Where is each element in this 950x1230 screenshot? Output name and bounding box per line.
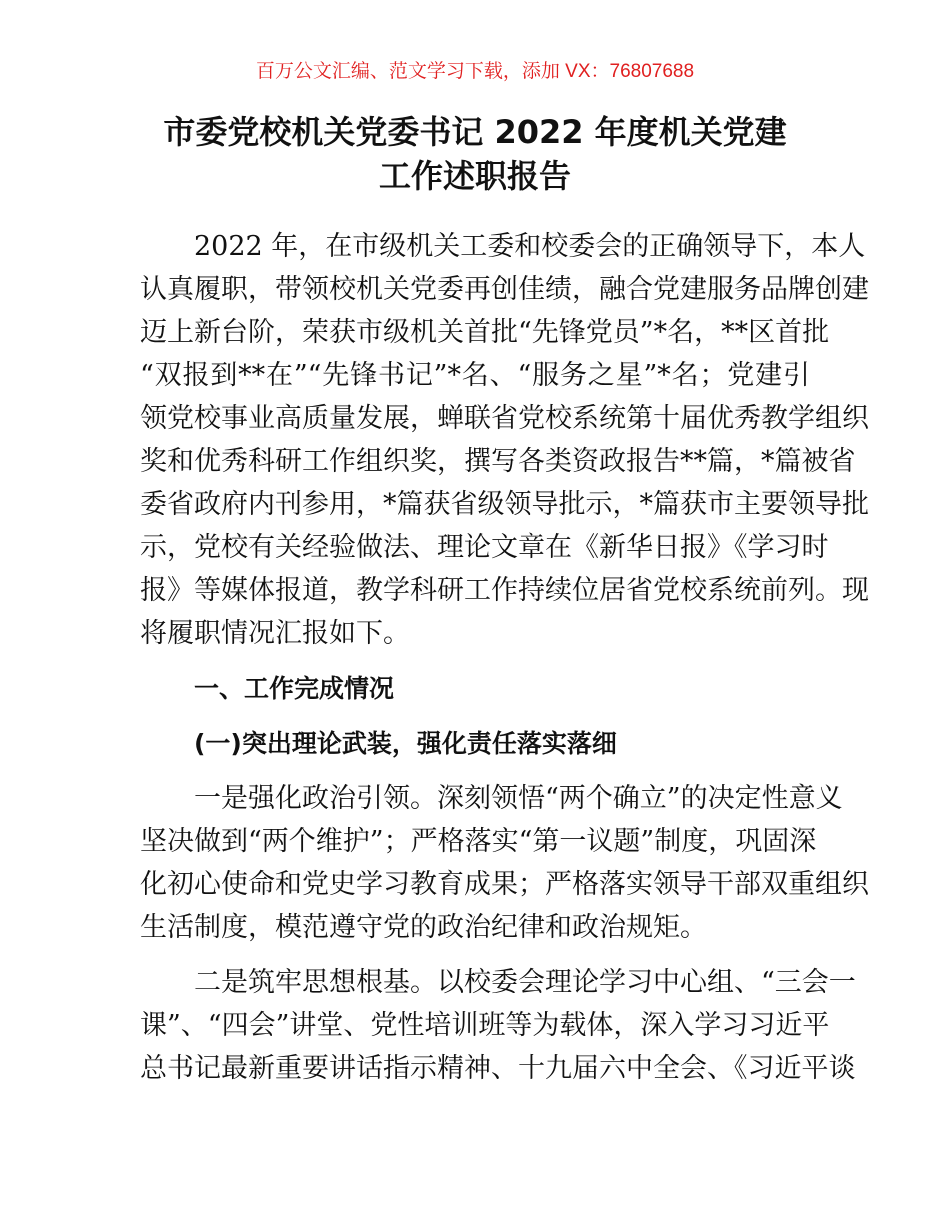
text-line: 2022 年，在市级机关工委和校委会的正确领导下，本人: [194, 231, 866, 262]
text-line: 奖和优秀科研工作组织奖，撰写各类资政报告**篇，*篇被省: [140, 446, 856, 477]
download-banner: 百万公文汇编、范文学习下载，添加 VX：76807688: [255, 61, 695, 82]
subsection-heading: (一)突出理论武装，强化责任落实落细: [194, 729, 617, 758]
text-line: 委省政府内刊参用，*篇获省级领导批示，*篇获市主要领导批: [140, 489, 869, 520]
text-line: 总书记最新重要讲话指示精神、十九届六中全会、《习近平谈: [140, 1053, 856, 1084]
title-line: 市委党校机关党委书记 2022 年度机关党建: [163, 113, 787, 151]
text-line: 化初心使命和党史学习教育成果；严格落实领导干部双重组织: [140, 869, 869, 900]
text-line: 认真履职，带领校机关党委再创佳绩，融合党建服务品牌创建: [140, 274, 869, 305]
text-line: 示，党校有关经验做法、理论文章在《新华日报》《学习时: [140, 532, 829, 563]
paragraph-intro: [140, 225, 869, 655]
text-line: 课”、“四会”讲堂、党性培训班等为载体，深入学习习近平: [140, 1010, 830, 1041]
section-heading: 一、工作完成情况: [194, 674, 395, 703]
text-line: 报》等媒体报道，教学科研工作持续位居省党校系统前列。现: [140, 575, 869, 606]
paragraph-political-guidance: [140, 777, 869, 949]
text-line: 一是强化政治引领。深刻领悟“两个确立”的决定性意义: [194, 783, 843, 814]
paragraph-ideological-foundation: [140, 961, 856, 1090]
text-line: 迈上新台阶，荣获市级机关首批“先锋党员”*名，**区首批: [140, 317, 830, 348]
document-body: [140, 225, 869, 1090]
text-line: 二是筑牢思想根基。以校委会理论学习中心组、“三会一: [194, 967, 856, 998]
title-line: 工作述职报告: [378, 157, 571, 195]
text-line: 领党校事业高质量发展，蝉联省党校系统第十届优秀教学组织: [140, 403, 869, 434]
text-line: 生活制度，模范遵守党的政治纪律和政治规矩。: [140, 912, 707, 943]
document-title: [100, 110, 850, 198]
text-line: 将履职情况汇报如下。: [140, 618, 410, 649]
text-line: 坚决做到“两个维护”；严格落实“第一议题”制度，巩固深: [140, 826, 817, 857]
text-line: “双报到**在”“先锋书记”*名、“服务之星”*名；党建引: [140, 360, 810, 391]
